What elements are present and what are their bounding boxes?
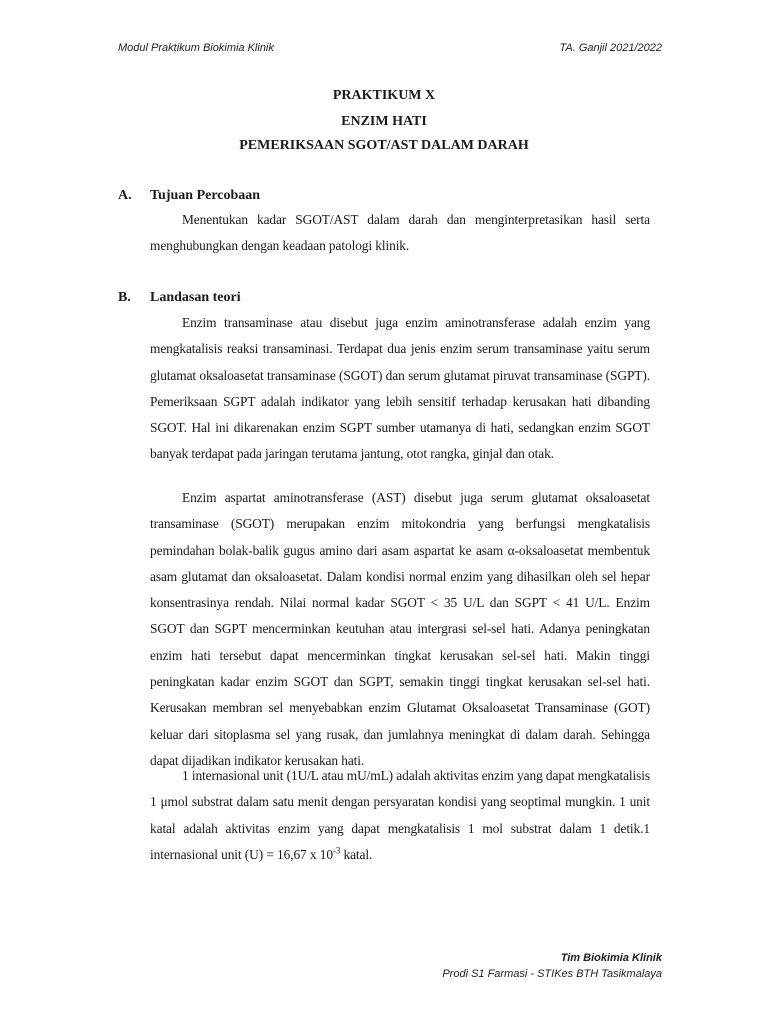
footer-institution: Prodi S1 Farmasi - STIKes BTH Tasikmalaya [442,968,662,980]
running-header-right: TA. Ganjil 2021/2022 [559,42,662,54]
section-a-title: Tujuan Percobaan [150,188,261,203]
section-b-paragraph-2: Enzim aspartat aminotransferase (AST) disebut juga serum glutamat oksaloasetat transaminase (SGOT) merupakan enzim mitokondria yang berfungsi mengkatalisis pemindahan bolak-balik gugus amino dari asam aspartat ke asam α-oksaloasetat membentuk asam glutamat dan oksaloasetat. Dalam kondisi normal enzim yang dihasilkan oleh sel hepar konsentrasinya rendah. Nilai normal kadar SGOT < 35 U/L dan SGPT < 41 U/L. Enzim SGOT dan SGPT mencerminkan keutuhan atau intergrasi sel-sel hati. Adanya peningkatan enzim hati tersebut dapat mencerminkan tingkat kerusakan sel-sel hati. Makin tinggi peningkatan kadar enzim SGOT dan SGPT, semakin tinggi tingkat kerusakan sel-sel hati. Kerusakan membran sel menyebabkan enzim Glutamat Oksaloasetat Transaminase (GOT) keluar dari sitoplasma sel yang rusak, dan jumlahnya meningkat di dalam darah. Sehingga dapat dijadikan indikator kerusakan hati. [150,490,650,768]
section-a-letter: A. [118,188,132,203]
section-b-title: Landasan teori [150,290,241,305]
paragraph-3-text: 1 internasional unit (1U/L atau mU/mL) adalah aktivitas enzim yang dapat mengkatalisis 1 μmol substrat dalam satu menit dengan persyaratan kondisi yang seoptimal mungkin. 1 unit katal adalah aktivitas enzim yang dapat mengkatalisis 1 mol substrat dalam 1 detik.1 internasional unit (U) = 16,67 x 10 [150,768,650,862]
footer-team: Tim Biokimia Klinik [560,952,662,964]
section-b-letter: B. [118,290,131,305]
paragraph-3-end: katal. [340,846,373,862]
section-b-paragraph-3 [150,763,650,868]
topic-title: ENZIM HATI [341,114,427,129]
practicum-title: PRAKTIKUM X [332,88,436,103]
section-b-paragraph-1: Enzim transaminase atau disebut juga enzim aminotransferase adalah enzim yang mengkatalisis reaksi transaminasi. Terdapat dua jenis enzim serum transaminase yaitu serum glutamat oksaloasetat transaminase (SGOT) dan serum glutamat piruvat transaminase (SGPT). Pemeriksaan SGPT adalah indikator yang lebih sensitif terhadap kerusakan hati dibanding SGOT. Hal ini dikarenakan enzim SGPT sumber utamanya di hati, sedangkan enzim SGOT banyak terdapat pada jaringan terutama jantung, otot rangka, ginjal dan otak. [150,315,650,462]
exponent: -3 [332,845,341,856]
section-a-paragraph: Menentukan kadar SGOT/AST dalam darah dan menginterpretasikan hasil serta menghubungkan dengan keadaan patologi klinik. [150,212,650,254]
running-header-left: Modul Praktikum Biokimia Klinik [118,42,274,54]
experiment-title: PEMERIKSAAN SGOT/AST DALAM DARAH [239,138,529,153]
